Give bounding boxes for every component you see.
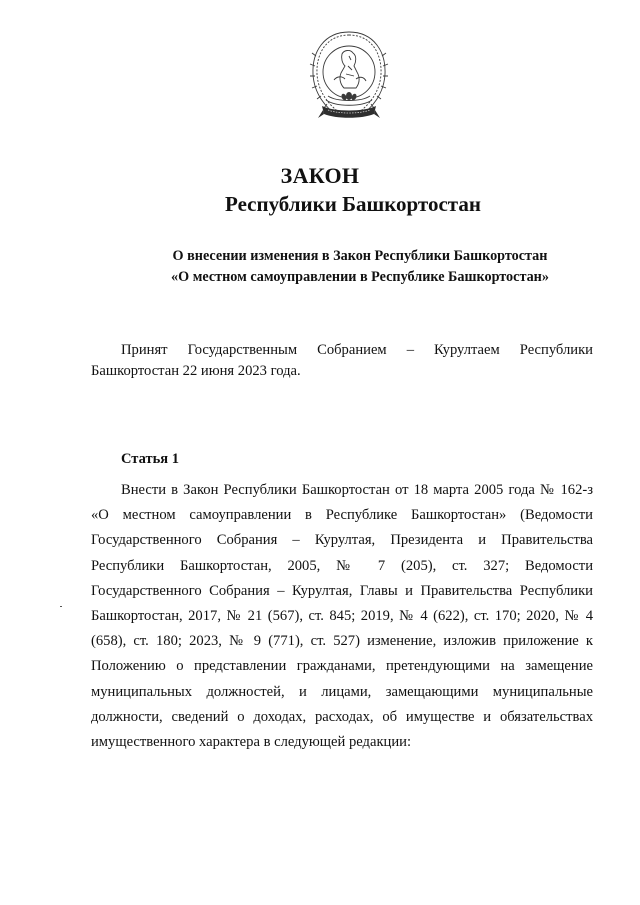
adoption-statement: Принят Государственным Собранием – Курултаем Республики Башкортостан 22 июня 2023 года. <box>91 342 593 380</box>
document-title: ЗАКОН <box>280 163 360 188</box>
scan-speck <box>60 606 62 607</box>
law-heading-line-1: О внесении изменения в Закон Республики Башкортостан <box>172 248 548 264</box>
article-label: Статья 1 <box>121 451 179 467</box>
document-subtitle: Республики Башкортостан <box>225 192 481 216</box>
law-heading <box>80 246 640 288</box>
coat-of-arms-icon <box>304 26 394 130</box>
law-heading-line-2: «О местном самоуправлении в Республике Башкортостан» <box>171 269 549 285</box>
article-body: Внести в Закон Республики Башкортостан от 18 марта 2005 года № 162-з «О местном самоуправлении в Республике Башкортостан» (Ведомости Государственного Собрания – Курултая, Президента и Правительства Республики Башкортостан, 2005, № 7 (205), ст. 327; Ведомости Государственного Собрания – Курултая, Главы и Правительства Республики Башкортостан, 2017, № 21 (567), ст. 845; 2019, № 4 (622), ст. 170; 2020, № 4 (658), ст. 180; 2023, № 9 (771), ст. 527) изменение, изложив приложение к Положению о представлении гражданами, претендующими на замещение муниципальных должностей, и лицами, замещающими муниципальные должности, сведений о доходах, расходах, об имуществе и обязательствах имущественного характера в следующей редакции: <box>91 482 593 751</box>
